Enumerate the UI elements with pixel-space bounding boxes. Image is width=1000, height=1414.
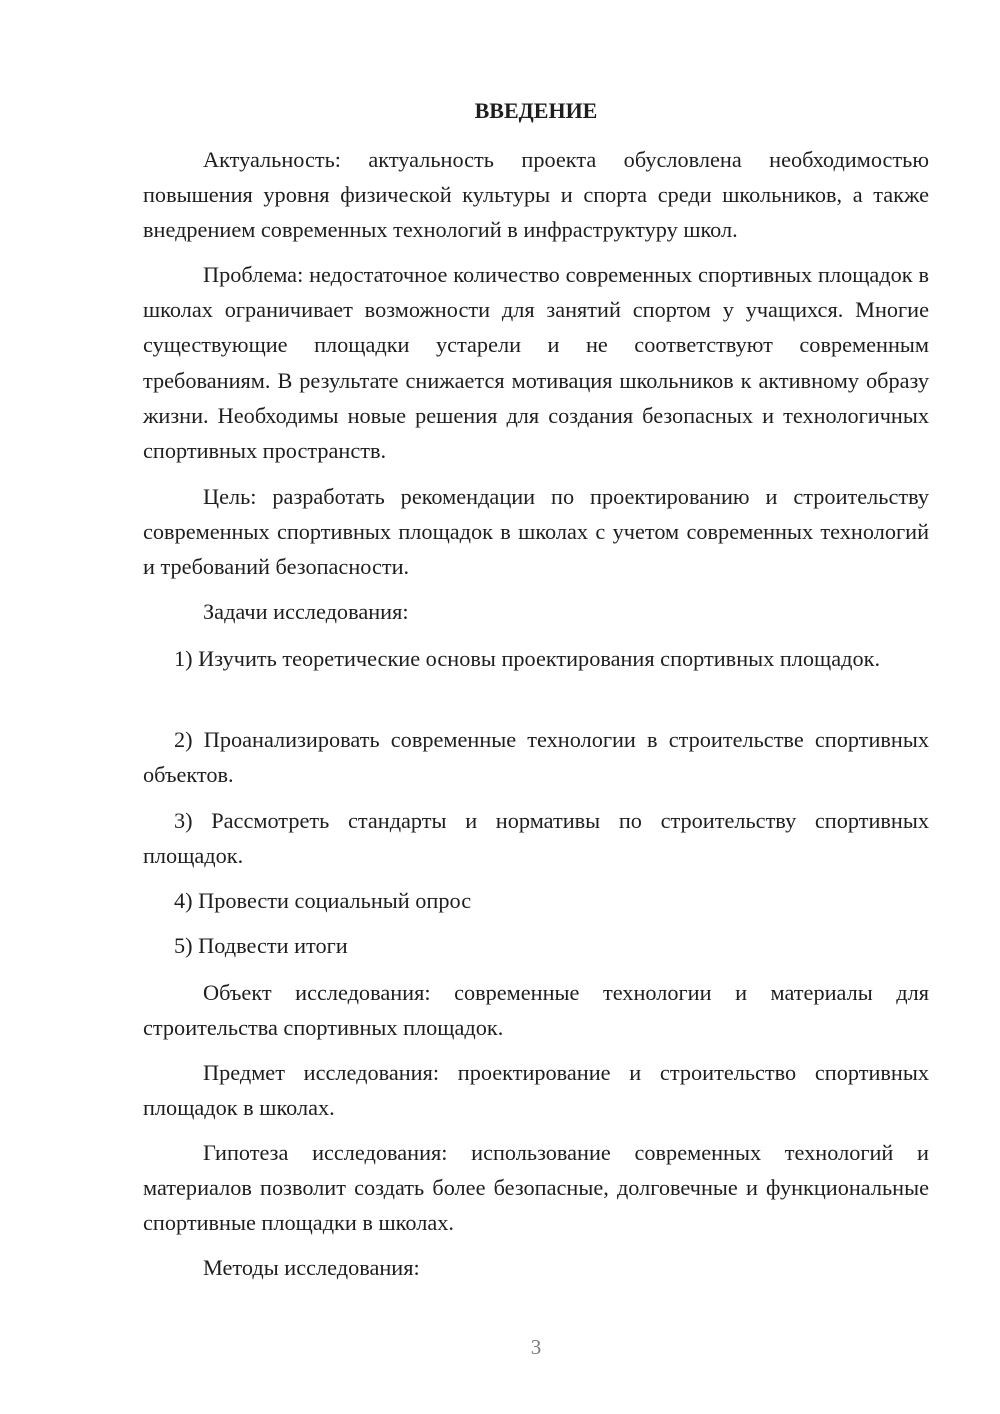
task-list-item: 3) Рассмотреть стандарты и нормативы по строительству спортивных площадок. <box>143 808 929 869</box>
paragraph-goal: Цель: разработать рекомендации по проектированию и строительству современных спортивных площадок в школах с учетом современных технологий и требований безопасности. <box>143 484 929 580</box>
paragraph-hypothesis: Гипотеза исследования: использование современных технологий и материалов позволит создать более безопасные, долговечные и функциональные спортивные площадки в школах. <box>143 1140 929 1236</box>
paragraph-subject: Предмет исследования: проектирование и строительство спортивных площадок в школах. <box>143 1060 929 1121</box>
task-list-item: 5) Подвести итоги <box>174 933 348 958</box>
paragraph-object: Объект исследования: современные технологии и материалы для строительства спортивных площадок. <box>143 980 929 1041</box>
document-page <box>143 0 929 1414</box>
page-title: ВВЕДЕНИЕ <box>474 98 598 123</box>
task-list-item: 4) Провести социальный опрос <box>174 888 472 913</box>
task-list-item: 1) Изучить теоретические основы проектирования спортивных площадок. <box>174 646 881 671</box>
tasks-heading: Задачи исследования: <box>203 599 409 624</box>
task-list-item: 2) Проанализировать современные технологии в строительстве спортивных объектов. <box>143 727 929 788</box>
paragraph-relevance: Актуальность: актуальность проекта обусловлена необходимостью повышения уровня физической культуры и спорта среди школьников, а также внедрением современных технологий в инфраструктуру школ. <box>143 147 929 243</box>
paragraph-problem: Проблема: недостаточное количество современных спортивных площадок в школах ограничивает возможности для занятий спортом у учащихся. Многие существующие площадки устарели и не соответствуют современным требованиям. В результате снижается мотивация школьников к активному образу жизни. Необходимы новые решения для создания безопасных и технологичных спортивных пространств. <box>143 262 929 464</box>
methods-heading: Методы исследования: <box>203 1255 420 1280</box>
page-number: 3 <box>530 1335 542 1359</box>
